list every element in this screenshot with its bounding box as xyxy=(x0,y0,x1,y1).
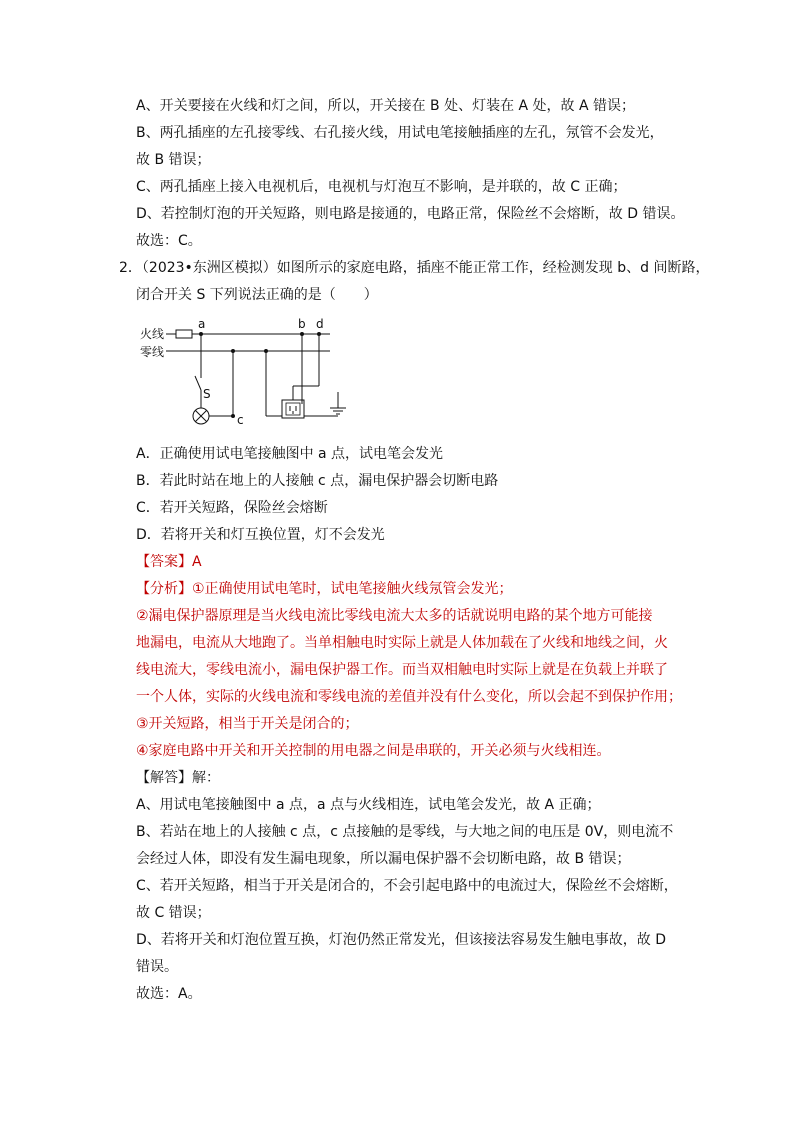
option-c: C．若开关短路，保险丝会熔断 xyxy=(136,500,328,516)
q1-line: D、若控制灯泡的开关短路，则电路是接通的，电路正常，保险丝不会熔断，故 D 错误。 xyxy=(136,206,685,222)
analysis-line: ③开关短路，相当于开关是闭合的； xyxy=(136,716,359,732)
solution-line: D、若将开关和灯泡位置互换，灯泡仍然正常发光，但该接法容易发生触电事故，故 D xyxy=(136,932,667,948)
point-b-label: b xyxy=(298,317,306,331)
point-c-label: c xyxy=(237,413,244,427)
analysis-line: 地漏电，电流从大地跑了。当单相触电时实际上就是人体加载在了火线和地线之间，火 xyxy=(136,635,668,651)
junction-b xyxy=(300,332,304,336)
solution-line: 错误。 xyxy=(136,959,178,975)
q1-line: A、开关要接在火线和灯之间，所以，开关接在 B 处、灯装在 A 处，故 A 错误； xyxy=(136,98,636,114)
point-a-label: a xyxy=(198,317,206,331)
solution-line: B、若站在地上的人接触 c 点，c 点接触的是零线，与大地之间的电压是 0V，则电流不 xyxy=(136,824,674,840)
solution-line: A、用试电笔接触图中 a 点，a 点与火线相连，试电笔会发光，故 A 正确； xyxy=(136,797,601,813)
switch-label: S xyxy=(203,387,211,401)
solution-line: 故 C 错误； xyxy=(136,905,211,921)
analysis-line: 一个人体，实际的火线电流和零线电流的差值并没有什么变化，所以会起不到保护作用； xyxy=(136,689,682,705)
q1-line: C、两孔插座上接入电视机后，电视机与灯泡互不影响，是并联的，故 C 正确； xyxy=(136,179,627,195)
q2-stem: 2．（2023•东洲区模拟）如图所示的家庭电路，插座不能正常工作，经检测发现 b、d 间断路， xyxy=(119,260,710,276)
analysis-line: ④家庭电路中开关和开关控制的用电器之间是串联的，开关必须与火线相连。 xyxy=(136,743,611,759)
option-b: B．若此时站在地上的人接触 c 点，漏电保护器会切断电路 xyxy=(136,473,499,489)
q1-line: 故 B 错误； xyxy=(136,152,211,168)
option-d: D．若将开关和灯互换位置，灯不会发光 xyxy=(136,527,385,543)
circuit-diagram xyxy=(136,316,356,432)
neutral-wire-label: 零线 xyxy=(140,345,165,359)
switch-icon xyxy=(195,376,201,390)
q2-stem: 闭合开关 S 下列说法正确的是（ ） xyxy=(136,287,378,303)
q1-line: B、两孔插座的左孔接零线、右孔接火线，用试电笔接触插座的左孔，氖管不会发光， xyxy=(136,125,664,141)
live-wire-label: 火线 xyxy=(140,327,165,341)
solution-line: 故选：A。 xyxy=(136,986,202,1002)
junction-d xyxy=(317,332,321,336)
analysis-line: 线电流大，零线电流小，漏电保护器工作。而当双相触电时实际上就是在负载上并联了 xyxy=(136,662,668,678)
solution-line: C、若开关短路，相当于开关是闭合的，不会引起电路中的电流过大，保险丝不会熔断， xyxy=(136,878,678,894)
answer-line: 【答案】A xyxy=(136,554,202,570)
solution-line: 【解答】解： xyxy=(136,770,220,786)
junction xyxy=(231,349,235,353)
option-a: A．正确使用试电笔接触图中 a 点，试电笔会发光 xyxy=(136,446,444,462)
q1-line: 故选：C。 xyxy=(136,233,202,249)
fuse-icon xyxy=(176,330,192,338)
analysis-line: ②漏电保护器原理是当火线电流比零线电流大太多的话就说明电路的某个地方可能接 xyxy=(136,608,653,624)
analysis-line: 【分析】①正确使用试电笔时，试电笔接触火线氖管会发光； xyxy=(136,581,513,597)
point-d-label: d xyxy=(316,317,324,331)
solution-line: 会经过人体，即没有发生漏电现象，所以漏电保护器不会切断电路，故 B 错误； xyxy=(136,851,631,867)
